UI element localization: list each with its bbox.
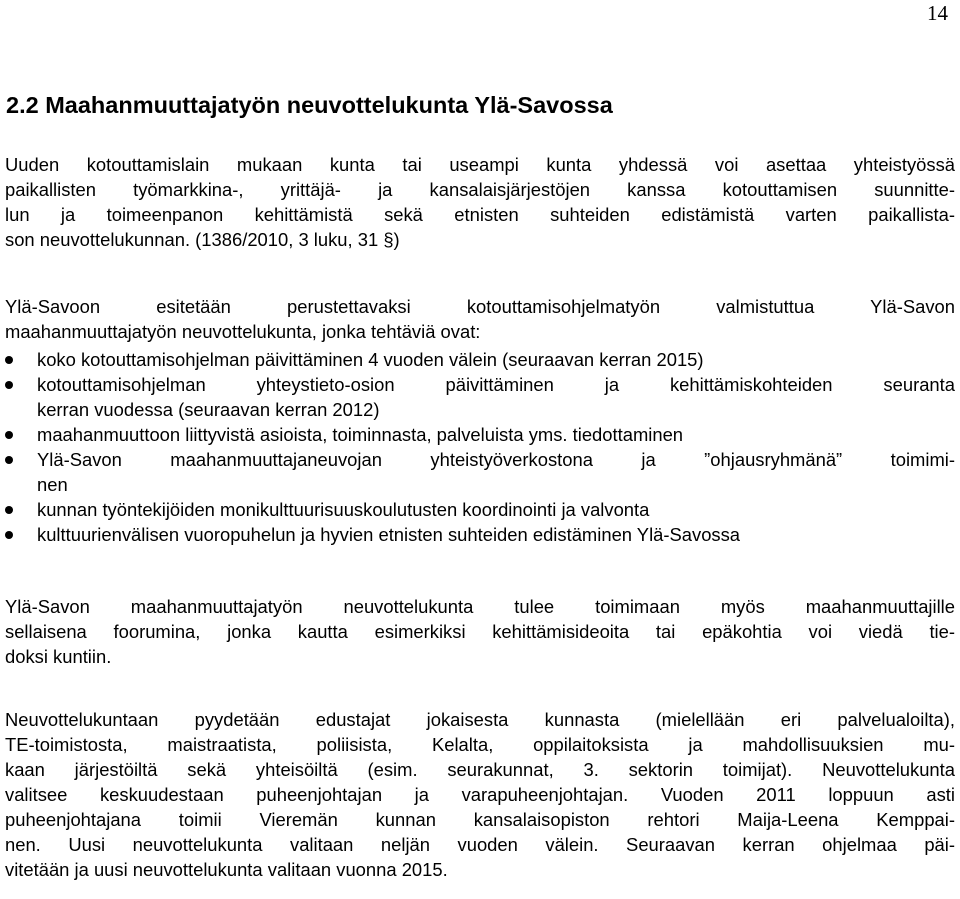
paragraph-foorumi [5, 594, 955, 669]
list-item [5, 522, 955, 547]
list-item [5, 372, 955, 422]
text-line: nen. Uusi neuvottelukunta valitaan neljän vuoden välein. Seuraavan kerran ohjelmaa päi- [5, 834, 955, 855]
text-line: maahanmuuttoon liittyvistä asioista, toiminnasta, palveluista yms. tiedottaminen [37, 424, 684, 445]
text-line: paikallisten työmarkkina-, yrittäjä- ja kansalaisjärjestöjen kanssa kotouttamisen suunnitte- [5, 179, 955, 200]
text-line: kunnan työntekijöiden monikulttuurisuuskoulutusten koordinointi ja valvonta [37, 499, 650, 520]
text-line: maahanmuuttajatyön neuvottelukunta, jonka tehtäviä ovat: [5, 321, 481, 342]
text-line: son neuvottelukunnan. (1386/2010, 3 luku, 31 §) [5, 229, 400, 250]
bullet-icon [5, 456, 13, 464]
text-line: Ylä-Savon maahanmuuttajaneuvojan yhteistyöverkostona ja ”ohjausryhmänä” toimimi- [37, 449, 955, 470]
text-line: doksi kuntiin. [5, 646, 112, 667]
paragraph-kokoonpano [5, 707, 955, 882]
text-line: kaan järjestöiltä sekä yhteisöiltä (esim. seurakunnat, 3. sektorin toimijat). Neuvottelukunta [5, 759, 955, 780]
list-item [5, 422, 955, 447]
text-line: sellaisena foorumina, jonka kautta esimerkiksi kehittämisideoita tai epäkohtia voi viedä tie- [5, 621, 955, 642]
text-line: kerran vuodessa (seuraavan kerran 2012) [37, 399, 380, 420]
list-item [5, 347, 955, 372]
text-line: koko kotouttamisohjelman päivittäminen 4 vuoden välein (seuraavan kerran 2015) [37, 349, 704, 370]
bullet-icon [5, 381, 13, 389]
text-line: puheenjohtajana toimii Vieremän kunnan kansalaisopiston rehtori Maija-Leena Kemppai- [5, 809, 955, 830]
text-line: kotouttamisohjelman yhteystieto-osion päivittäminen ja kehittämiskohteiden seuranta [37, 374, 955, 395]
page-number: 14 [927, 1, 948, 25]
text-line: valitsee keskuudestaan puheenjohtajan ja varapuheenjohtajan. Vuoden 2011 loppuun asti [5, 784, 955, 805]
paragraph-kotouttamislaki [5, 152, 955, 252]
list-item [5, 497, 955, 522]
tasks-bullet-list [5, 347, 955, 547]
text-line: kulttuurienvälisen vuoropuhelun ja hyvien etnisten suhteiden edistäminen Ylä-Savossa [37, 524, 741, 545]
section-heading: 2.2 Maahanmuuttajatyön neuvottelukunta Ylä-Savossa [6, 92, 613, 118]
text-line: Ylä-Savoon esitetään perustettavaksi kotouttamisohjelmatyön valmistuttua Ylä-Savon [5, 296, 955, 317]
paragraph-neuvottelukunta-intro [5, 294, 955, 344]
bullet-icon [5, 506, 13, 514]
text-line: lun ja toimeenpanon kehittämistä sekä etnisten suhteiden edistämistä varten paikallista- [5, 204, 955, 225]
text-line: Neuvottelukuntaan pyydetään edustajat jokaisesta kunnasta (mielellään eri palvelualoilta), [5, 709, 955, 730]
text-line: Uuden kotouttamislain mukaan kunta tai useampi kunta yhdessä voi asettaa yhteistyössä [5, 154, 955, 175]
bullet-icon [5, 531, 13, 539]
bullet-icon [5, 356, 13, 364]
list-item [5, 447, 955, 497]
text-line: nen [37, 474, 68, 495]
bullet-icon [5, 431, 13, 439]
text-line: vitetään ja uusi neuvottelukunta valitaan vuonna 2015. [5, 859, 448, 880]
text-line: Ylä-Savon maahanmuuttajatyön neuvottelukunta tulee toimimaan myös maahanmuuttajille [5, 596, 955, 617]
text-line: TE-toimistosta, maistraatista, poliisista, Kelalta, oppilaitoksista ja mahdollisuuksien mu- [5, 734, 955, 755]
